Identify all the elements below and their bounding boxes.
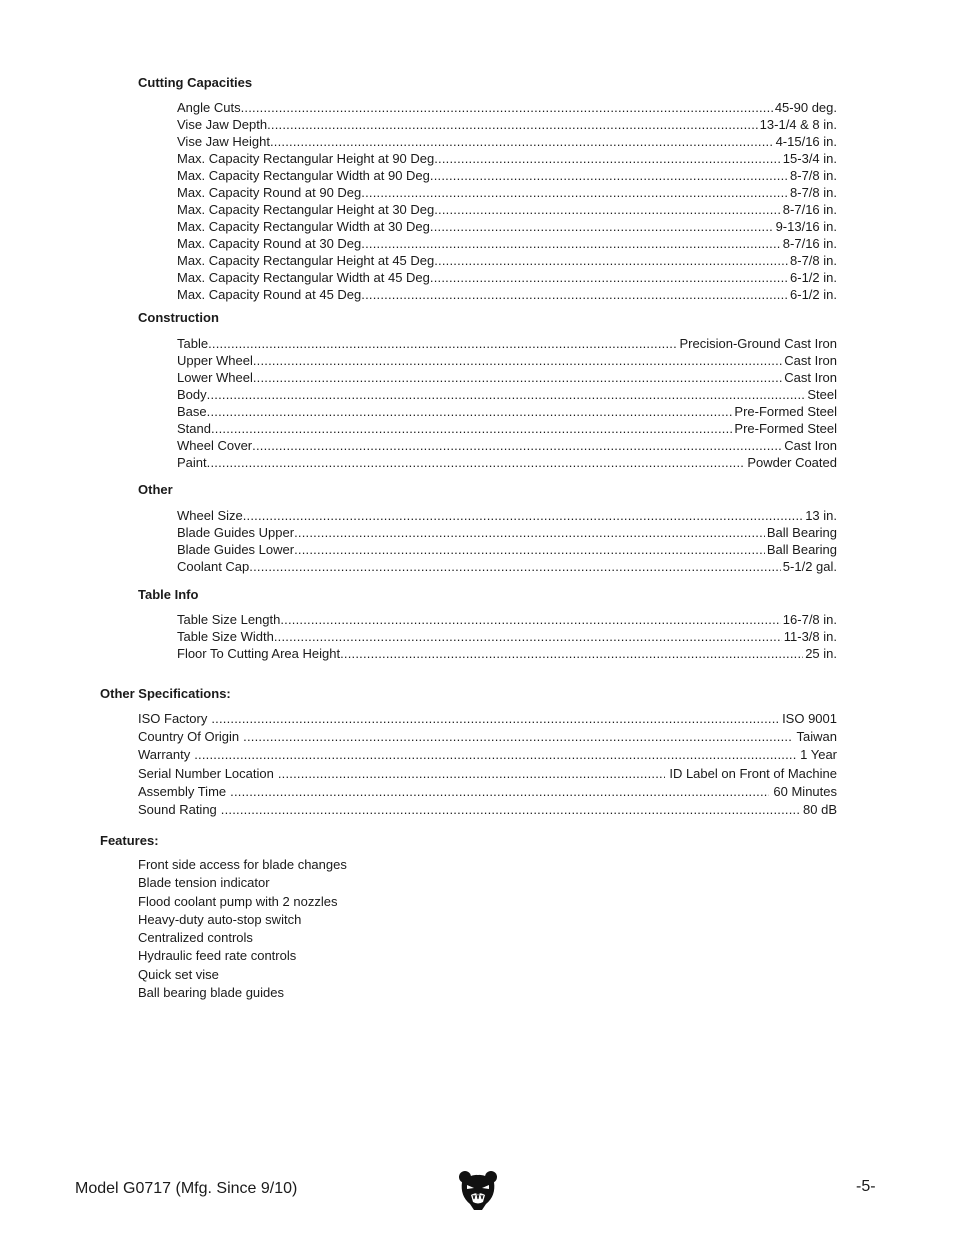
spec-label: Max. Capacity Rectangular Width at 30 Deg (177, 219, 430, 234)
leader-dots (434, 150, 781, 167)
spec-label: Country Of Origin (138, 729, 240, 745)
feature-item: Heavy-duty auto-stop switch (138, 911, 302, 927)
spec-row (177, 235, 837, 252)
spec-row (177, 352, 837, 369)
spec-row (138, 746, 837, 764)
spec-label: ISO Factory (138, 711, 208, 726)
leader-dots (253, 369, 782, 386)
spec-label: Paint (177, 455, 207, 470)
spec-label: Warranty (138, 747, 191, 763)
leader-dots (294, 541, 765, 558)
spec-value: ID Label on Front of Machine (669, 765, 837, 781)
spec-value: 9-13/16 in. (775, 219, 837, 234)
spec-row (138, 728, 837, 746)
spec-value: Cast Iron (784, 353, 837, 368)
spec-value: 4-15/16 in. (775, 134, 837, 149)
leader-dots (207, 454, 746, 471)
spec-row (177, 286, 837, 303)
spec-label: Coolant Cap (177, 559, 250, 574)
other-specifications-list (138, 710, 837, 819)
spec-row (177, 611, 837, 628)
leader-dots (270, 133, 774, 150)
spec-label: Max. Capacity Rectangular Height at 90 Deg (177, 151, 435, 166)
spec-label: Max. Capacity Rectangular Height at 30 Deg (177, 202, 435, 217)
spec-row (177, 454, 837, 471)
spec-row (177, 541, 837, 558)
spec-label: Table (177, 336, 209, 351)
leader-dots (294, 524, 765, 541)
spec-label: Base (177, 404, 207, 419)
spec-row (177, 437, 837, 454)
spec-label: Serial Number Location (138, 765, 274, 781)
spec-label: Wheel Cover (177, 438, 253, 453)
construction-list (177, 335, 837, 471)
leader-dots (340, 645, 803, 662)
spec-row (177, 184, 837, 201)
feature-item: Centralized controls (138, 930, 253, 946)
spec-value: Ball Bearing (766, 542, 837, 557)
leader-dots (243, 728, 792, 746)
spec-label: Table Size Width (177, 629, 274, 644)
feature-item: Hydraulic feed rate controls (138, 948, 297, 964)
spec-row (177, 403, 837, 420)
leader-dots (361, 286, 788, 303)
spec-value: 6-1/2 in. (790, 287, 837, 302)
spec-value: Pre-Formed Steel (734, 421, 837, 436)
leader-dots (361, 184, 788, 201)
spec-value: 11-3/8 in. (783, 629, 837, 644)
leader-dots (361, 235, 781, 252)
leader-dots (430, 167, 788, 184)
spec-label: Max. Capacity Rectangular Height at 45 Deg (177, 253, 435, 268)
spec-value: 8-7/8 in. (790, 185, 837, 200)
leader-dots (267, 116, 758, 133)
leader-dots (221, 801, 799, 819)
spec-value: 15-3/4 in. (782, 151, 837, 166)
spec-row (177, 218, 837, 235)
spec-value: 8-7/16 in. (782, 202, 837, 217)
spec-value: 13 in. (805, 508, 837, 523)
spec-row (177, 167, 837, 184)
leader-dots (207, 403, 733, 420)
leader-dots (253, 352, 782, 369)
spec-row (177, 335, 837, 352)
leader-dots (274, 628, 782, 645)
leader-dots (230, 783, 769, 801)
spec-row (177, 420, 837, 437)
spec-label: Max. Capacity Rectangular Width at 90 Deg (177, 168, 430, 183)
leader-dots (211, 420, 732, 437)
spec-label: Floor To Cutting Area Height (177, 646, 341, 661)
bear-head-logo-icon (456, 1168, 500, 1212)
spec-row (177, 558, 837, 575)
spec-row (177, 524, 837, 541)
spec-value: Cast Iron (784, 438, 837, 453)
feature-item: Flood coolant pump with 2 nozzles (138, 893, 338, 909)
leader-dots (434, 252, 788, 269)
feature-item: Ball bearing blade guides (138, 985, 284, 1001)
spec-row (177, 252, 837, 269)
spec-value: 60 Minutes (773, 783, 837, 799)
leader-dots (280, 611, 780, 628)
spec-row (177, 386, 837, 403)
spec-row (138, 783, 837, 801)
spec-value: 80 dB (803, 801, 837, 817)
leader-dots (211, 710, 778, 728)
construction-heading: Construction (138, 310, 219, 325)
leader-dots (278, 765, 665, 783)
spec-label: Blade Guides Upper (177, 525, 295, 540)
leader-dots (434, 201, 781, 218)
spec-label: Angle Cuts (177, 100, 241, 115)
spec-row (138, 765, 837, 783)
leader-dots (194, 746, 796, 764)
spec-value: Cast Iron (784, 370, 837, 385)
spec-row (177, 628, 837, 645)
spec-row (177, 507, 837, 524)
spec-value: Precision-Ground Cast Iron (679, 336, 837, 351)
features-heading: Features: (100, 833, 159, 848)
spec-label: Max. Capacity Round at 45 Deg (177, 287, 362, 302)
spec-row (138, 710, 837, 728)
leader-dots (430, 269, 788, 286)
spec-value: 13-1/4 & 8 in. (759, 117, 837, 132)
leader-dots (249, 558, 781, 575)
spec-value: 8-7/8 in. (790, 253, 837, 268)
spec-value: Powder Coated (747, 455, 837, 470)
spec-label: Sound Rating (138, 801, 217, 817)
spec-label: Table Size Length (177, 612, 281, 627)
cutting-capacities-heading: Cutting Capacities (138, 75, 253, 90)
spec-label: Vise Jaw Depth (177, 117, 268, 132)
other-heading: Other (138, 482, 173, 497)
spec-value: Pre-Formed Steel (734, 404, 837, 419)
spec-row (177, 116, 837, 133)
spec-value: 25 in. (805, 646, 837, 661)
model-footer: Model G0717 (Mfg. Since 9/10) (75, 1180, 298, 1197)
leader-dots (207, 386, 806, 403)
spec-label: Max. Capacity Round at 30 Deg (177, 236, 362, 251)
features-list (138, 856, 347, 1002)
other-specifications-heading: Other Specifications: (100, 686, 231, 701)
spec-value: 16-7/8 in. (782, 612, 837, 627)
spec-row (177, 201, 837, 218)
spec-label: Lower Wheel (177, 370, 253, 385)
spec-value: ISO 9001 (782, 711, 837, 726)
spec-value: Ball Bearing (766, 525, 837, 540)
spec-label: Body (177, 387, 207, 402)
feature-item: Blade tension indicator (138, 875, 270, 891)
leader-dots (430, 218, 774, 235)
spec-label: Blade Guides Lower (177, 542, 295, 557)
spec-value: 1 Year (800, 747, 837, 763)
spec-label: Assembly Time (138, 783, 227, 799)
spec-row (177, 150, 837, 167)
leader-dots (241, 99, 773, 116)
spec-row (177, 645, 837, 662)
spec-row (177, 269, 837, 286)
spec-value: Taiwan (796, 729, 837, 745)
spec-row (138, 801, 837, 819)
spec-value: Steel (807, 387, 837, 402)
leader-dots (252, 437, 782, 454)
spec-value: 45-90 deg. (774, 100, 837, 115)
spec-label: Max. Capacity Round at 90 Deg (177, 185, 362, 200)
spec-label: Upper Wheel (177, 353, 253, 368)
other-list (177, 507, 837, 575)
page-number: -5- (856, 1178, 876, 1195)
spec-row (177, 133, 837, 150)
spec-label: Wheel Size (177, 508, 243, 523)
cutting-capacities-list (177, 99, 837, 303)
spec-label: Stand (177, 421, 211, 436)
spec-value: 5-1/2 gal. (782, 559, 837, 574)
table-info-list (177, 611, 837, 662)
spec-value: 8-7/16 in. (782, 236, 837, 251)
leader-dots (208, 335, 677, 352)
leader-dots (243, 507, 803, 524)
spec-label: Vise Jaw Height (177, 134, 270, 149)
spec-value: 6-1/2 in. (790, 270, 837, 285)
table-info-heading: Table Info (138, 587, 199, 602)
spec-row (177, 99, 837, 116)
spec-label: Max. Capacity Rectangular Width at 45 Deg (177, 270, 430, 285)
spec-row (177, 369, 837, 386)
spec-value: 8-7/8 in. (790, 168, 837, 183)
feature-item: Quick set vise (138, 966, 219, 982)
feature-item: Front side access for blade changes (138, 857, 347, 872)
